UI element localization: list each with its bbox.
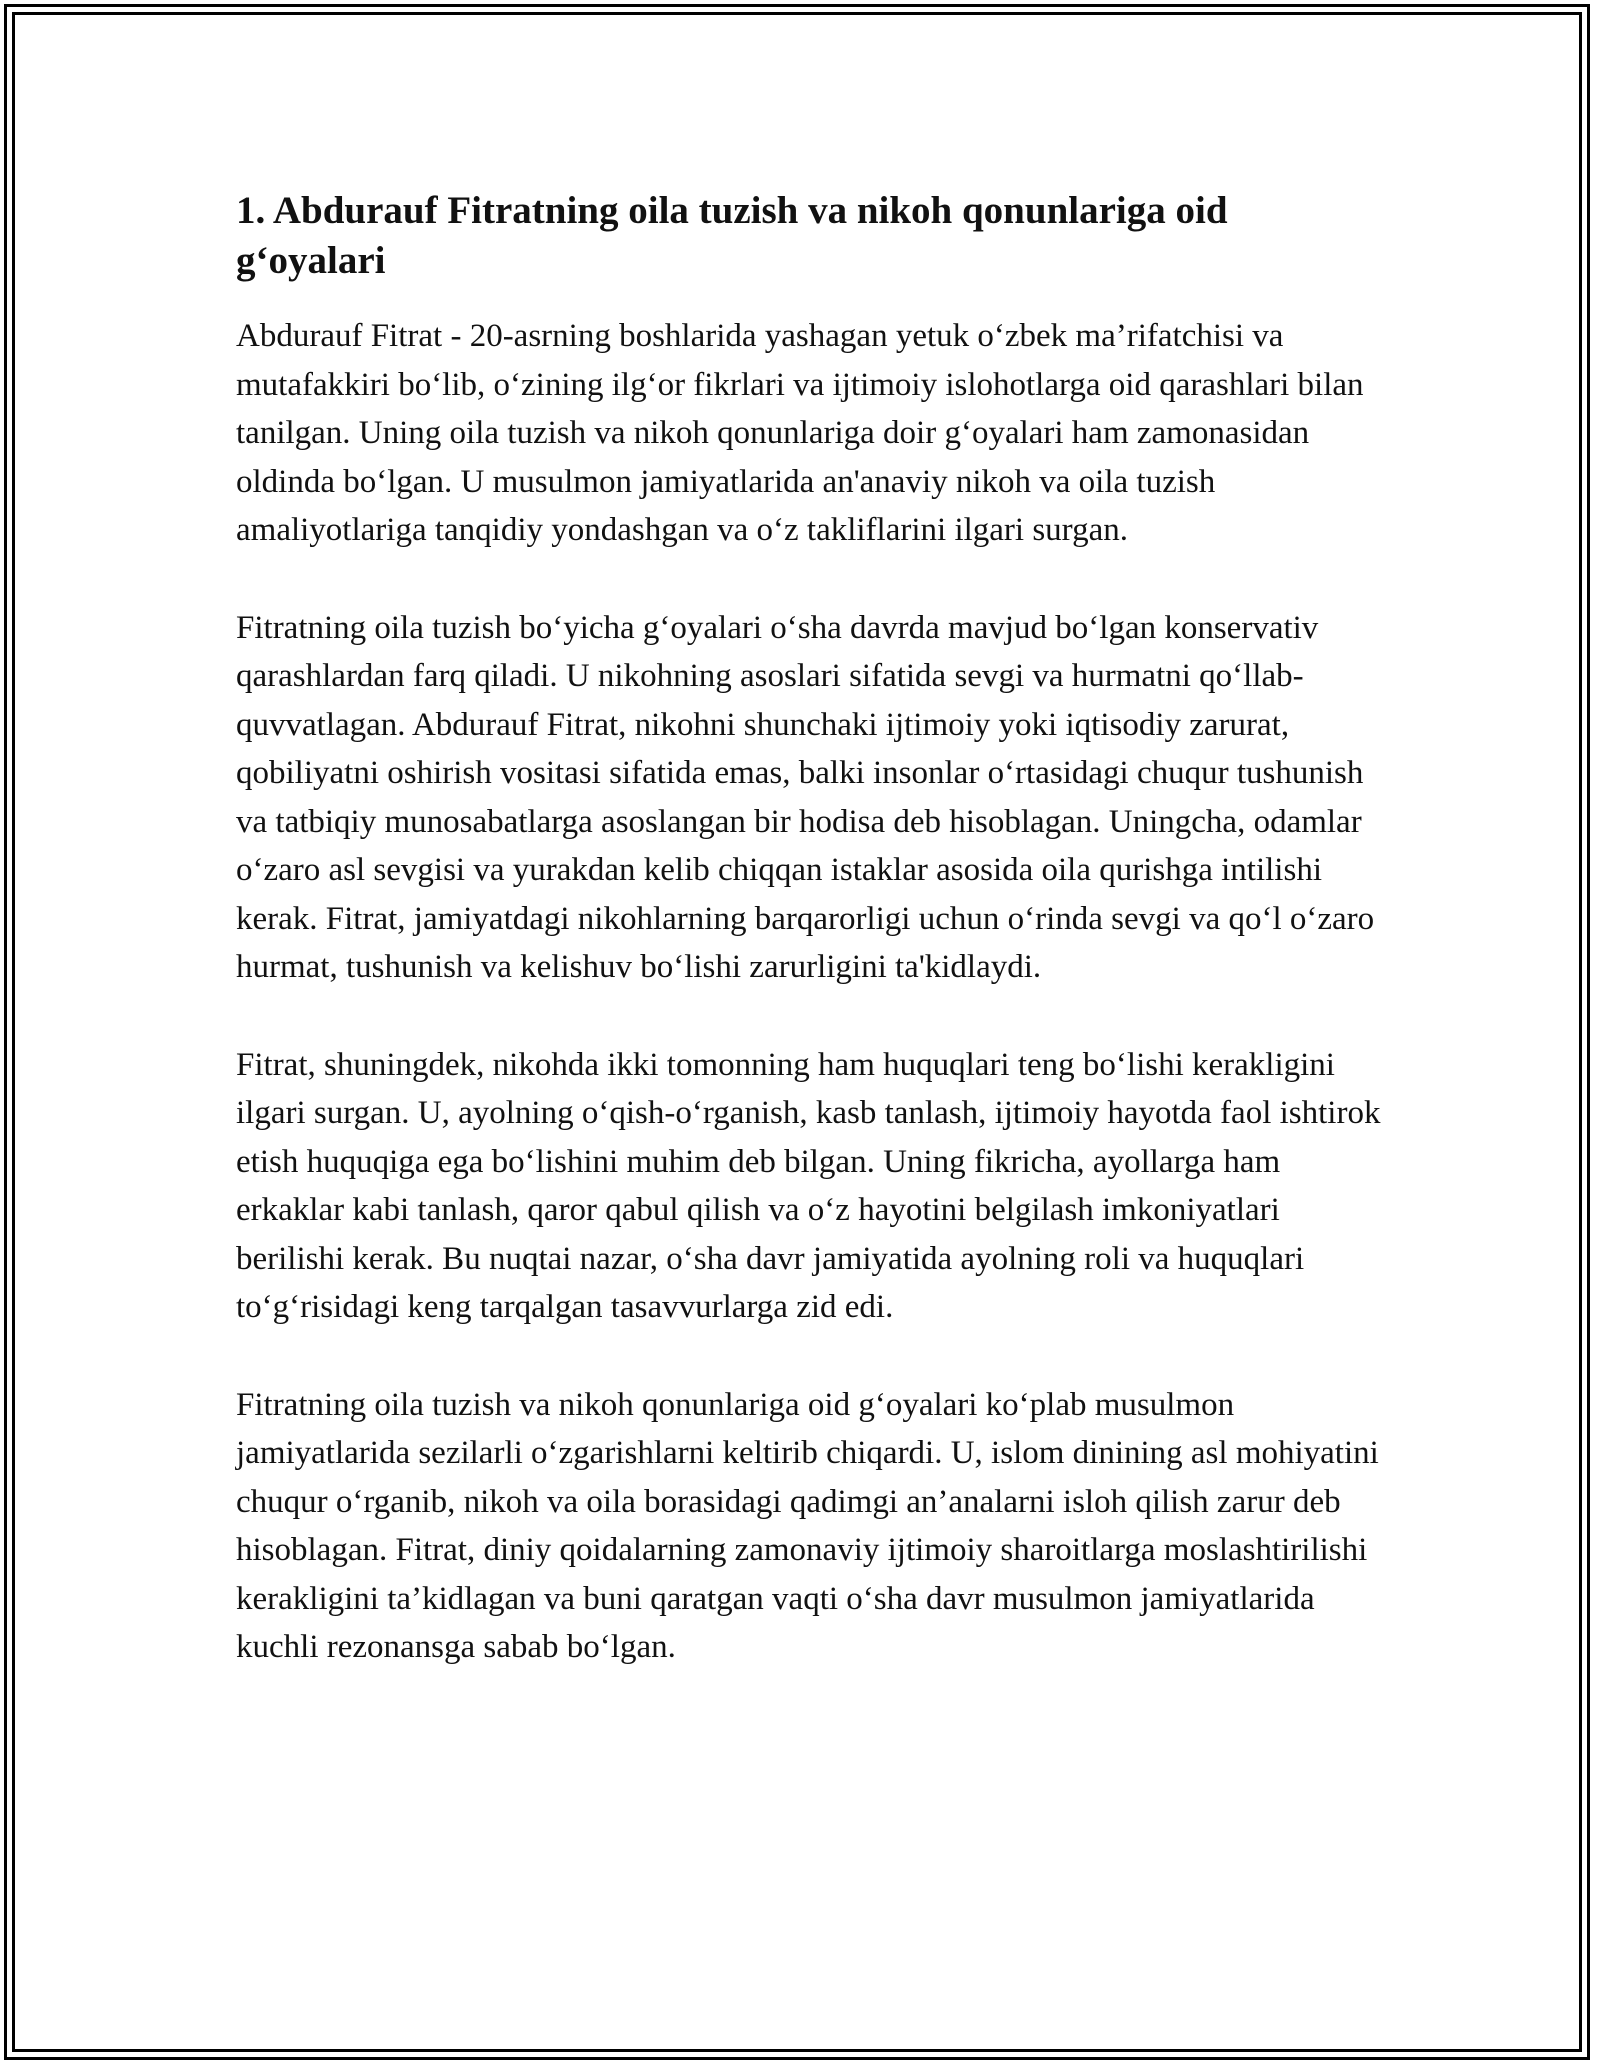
document-body [236, 186, 1386, 1721]
paragraph-3: Fitrat, shuningdek, nikohda ikki tomonning ham huquqlari teng bo‘lishi kerakligini ilgari surgan. U, ayolning o‘qish-o‘rganish, kasb tanlash, ijtimoiy hayotda faol ishtirok etish huquqiga ega bo‘lishini muhim deb bilgan. Uning fikricha, ayollarga ham erkaklar kabi tanlash, qaror qabul qilish va o‘z hayotini belgilash imkoniyatlari berilishi kerak. Bu nuqtai nazar, o‘sha davr jamiyatida ayolning roli va huquqlari to‘g‘risidagi keng tarqalgan tasavvurlarga zid edi. [236, 1046, 1381, 1325]
paragraph-2: Fitratning oila tuzish bo‘yicha g‘oyalari o‘sha davrda mavjud bo‘lgan konservativ qarashlardan farq qiladi. U nikohning asoslari sifatida sevgi va hurmatni qo‘llab-quvvatlagan. Abdurauf Fitrat, nikohni shunchaki ijtimoiy yoki iqtisodiy zarurat, qobiliyatni oshirish vositasi sifatida emas, balki insonlar o‘rtasidagi chuqur tushunish va tatbiqiy munosabatlarga asoslangan bir hodisa deb hisoblagan. Uningcha, odamlar o‘zaro asl sevgisi va yurakdan kelib chiqqan istaklar asosida oila qurishga intilishi kerak. Fitrat, jamiyatdagi nikohlarning barqarorligi uchun o‘rinda sevgi va qo‘l o‘zaro hurmat, tushunish va kelishuv bo‘lishi zarurligini ta'kidlaydi. [236, 609, 1375, 985]
section-heading: 1. Abdurauf Fitratning oila tuzish va nikoh qonunlariga oid g‘oyalari [236, 189, 1228, 282]
paragraph-4: Fitratning oila tuzish va nikoh qonunlariga oid g‘oyalari ko‘plab musulmon jamiyatlarida sezilarli o‘zgarishlarni keltirib chiqardi. U, islom dinining asl mohiyatini chuqur o‘rganib, nikoh va oila borasidagi qadimgi an’analarni isloh qilish zarur deb hisoblagan. Fitrat, diniy qoidalarning zamonaviy ijtimoiy sharoitlarga moslashtirilishi kerakligini ta’kidlagan va buni qaratgan vaqti o‘sha davr musulmon jamiyatlarida kuchli rezonansga sabab bo‘lgan. [236, 1386, 1379, 1665]
paragraph-1: Abdurauf Fitrat - 20-asrning boshlarida yashagan yetuk o‘zbek ma’rifatchisi va mutafakkiri bo‘lib, o‘zining ilg‘or fikrlari va ijtimoiy islohotlarga oid qarashlari bilan tanilgan. Uning oila tuzish va nikoh qonunlariga doir g‘oyalari ham zamonasidan oldinda bo‘lgan. U musulmon jamiyatlarida an'anaviy nikoh va oila tuzish amaliyotlariga tanqidiy yondashgan va o‘z takliflarini ilgari surgan. [236, 318, 1364, 548]
